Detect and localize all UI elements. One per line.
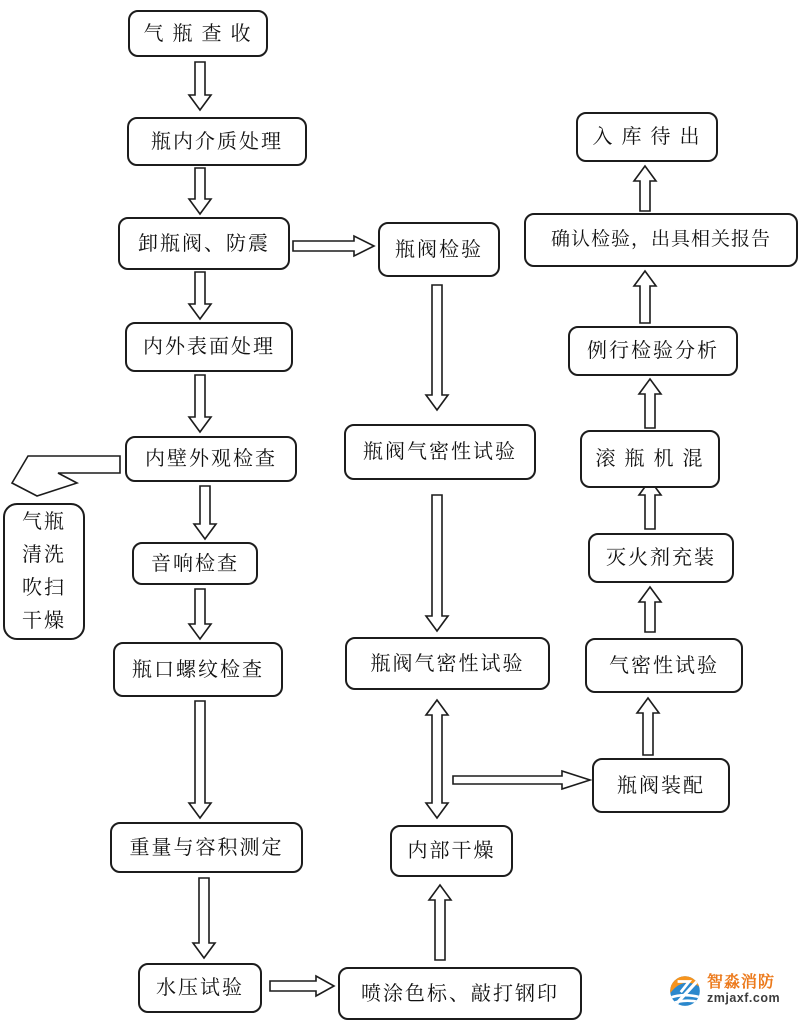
arrow-medium-to-unload bbox=[189, 168, 211, 214]
node-hydrostatic-test bbox=[138, 963, 262, 1013]
node-label-line: 气瓶 bbox=[22, 510, 66, 533]
node-label-line: 清洗 bbox=[22, 543, 66, 566]
node-valve-airtight-test-2 bbox=[345, 637, 550, 690]
node-airtight-test bbox=[585, 638, 743, 693]
zhimiao-logo-icon bbox=[668, 972, 702, 1008]
node-label: 卸瓶阀、防震 bbox=[138, 232, 270, 255]
node-valve-airtight-test-1 bbox=[344, 424, 536, 480]
node-neck-thread-inspection bbox=[113, 642, 283, 697]
node-label: 重量与容积测定 bbox=[129, 836, 284, 859]
node-label: 例行检验分析 bbox=[587, 340, 719, 362]
arrow-weight-to-hydro bbox=[193, 878, 215, 958]
node-cylinder-cleaning-drying bbox=[3, 503, 85, 640]
arrow-airtight1-to-airtight2 bbox=[426, 495, 448, 631]
node-label: 喷涂色标、敲打钢印 bbox=[361, 982, 559, 1005]
node-label: 音响检查 bbox=[151, 552, 239, 575]
node-valve-assembly bbox=[592, 758, 730, 813]
arrow-routine-to-confirm bbox=[634, 271, 656, 323]
node-internal-medium-treatment bbox=[127, 117, 307, 166]
node-label: 瓶阀气密性试验 bbox=[363, 441, 517, 463]
arrow-valve-inspection-to-airtight1 bbox=[426, 285, 448, 410]
arrow-roll-to-routine bbox=[639, 379, 661, 428]
arrow-airtight-to-fill bbox=[639, 587, 661, 632]
node-acoustic-inspection bbox=[132, 542, 258, 585]
node-label: 入 库 待 出 bbox=[592, 126, 702, 148]
node-label: 内壁外观检查 bbox=[145, 448, 277, 470]
arrow-receive-to-medium bbox=[189, 62, 211, 110]
arrow-surface-to-innerwall bbox=[189, 375, 211, 432]
node-color-marking-stamping bbox=[338, 967, 582, 1020]
node-confirmation-inspection-report bbox=[524, 213, 798, 267]
node-label: 滚 瓶 机 混 bbox=[595, 448, 705, 470]
node-label: 确认检验，出具相关报告 bbox=[550, 228, 771, 250]
node-inner-wall-inspection bbox=[125, 436, 297, 482]
arrow-unload-to-valve-inspection bbox=[293, 236, 374, 256]
logo-site: zmjaxf.com bbox=[707, 990, 781, 1005]
node-label: 瓶口螺纹检查 bbox=[132, 658, 264, 681]
node-surface-treatment bbox=[125, 322, 293, 372]
node-label: 气 瓶 查 收 bbox=[143, 22, 253, 45]
node-label-line: 干燥 bbox=[22, 609, 66, 632]
node-label: 瓶阀检验 bbox=[395, 238, 483, 261]
node-weight-volume-measurement bbox=[110, 822, 303, 873]
node-label: 瓶阀装配 bbox=[617, 774, 705, 797]
node-cylinder-receiving bbox=[128, 10, 268, 57]
node-label: 内外表面处理 bbox=[143, 336, 275, 358]
arrow-hydro-to-paint bbox=[270, 976, 334, 996]
arrow-airtight2-innerdry-double bbox=[426, 700, 448, 818]
arrow-innerwall-to-cleaning bbox=[12, 456, 120, 496]
arrow-sound-to-thread bbox=[189, 589, 211, 639]
node-label: 瓶阀气密性试验 bbox=[370, 652, 525, 675]
node-label: 水压试验 bbox=[156, 977, 244, 999]
node-label-line: 吹扫 bbox=[22, 576, 66, 599]
node-remove-valve-antivibration bbox=[118, 217, 290, 270]
watermark-logo bbox=[668, 972, 780, 1008]
node-label: 瓶内介质处理 bbox=[151, 130, 283, 153]
node-label: 灭火剂充装 bbox=[606, 547, 716, 569]
node-label: 内部干燥 bbox=[407, 840, 496, 862]
logo-name: 智淼消防 bbox=[707, 974, 776, 992]
arrow-unload-to-surface bbox=[189, 272, 211, 319]
node-roll-mixing-machine bbox=[580, 430, 720, 488]
node-storage-pending-dispatch bbox=[576, 112, 718, 162]
arrow-valve-assembly-to-airtight bbox=[637, 698, 659, 755]
node-label: 气密性试验 bbox=[609, 654, 719, 677]
node-extinguishing-agent-filling bbox=[588, 533, 734, 583]
arrow-thread-to-weight bbox=[189, 701, 211, 818]
arrow-mid-to-valve-assembly bbox=[453, 771, 590, 789]
arrow-innerwall-to-sound bbox=[194, 486, 216, 539]
node-routine-inspection-analysis bbox=[568, 326, 738, 376]
arrow-paint-to-innerdry bbox=[429, 885, 451, 960]
arrow-confirm-to-storage bbox=[634, 166, 656, 211]
node-internal-drying bbox=[390, 825, 513, 877]
node-valve-inspection bbox=[378, 222, 500, 277]
